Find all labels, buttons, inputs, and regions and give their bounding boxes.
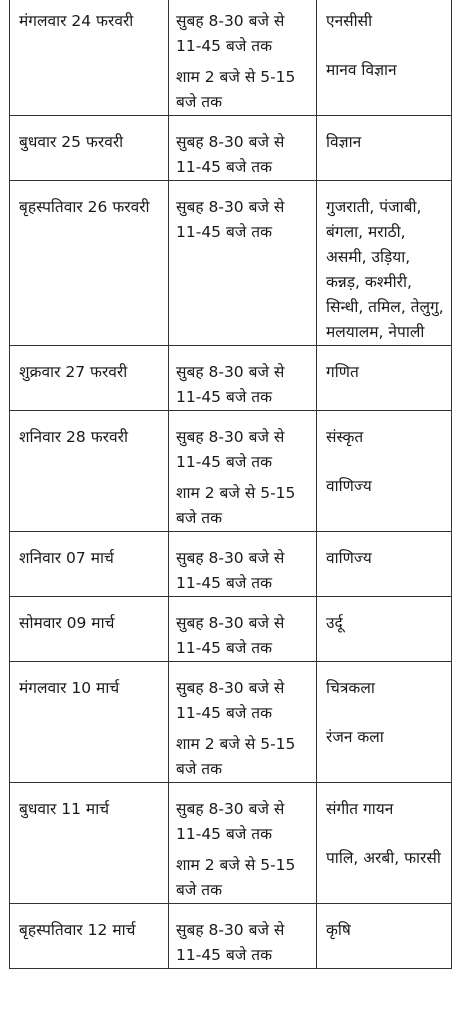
schedule-row (10, 411, 452, 532)
time-slot: सुबह 8-30 बजे से 11-45 बजे तक (176, 12, 285, 55)
subject-name: गणित (326, 363, 359, 381)
subject-name: चित्रकला (326, 679, 375, 697)
time-cell (169, 783, 317, 904)
time-cell (169, 346, 317, 411)
time-slot: शाम 2 बजे से 5-15 बजे तक (176, 484, 296, 527)
subject-cell (317, 116, 452, 181)
date-cell: शनिवार 28 फरवरी (10, 411, 169, 532)
subject-cell (317, 346, 452, 411)
time-cell (169, 181, 317, 346)
time-slot: सुबह 8-30 बजे से 11-45 बजे तक (176, 679, 285, 722)
subject-cell (317, 0, 452, 116)
subject-cell (317, 597, 452, 662)
time-slot: सुबह 8-30 बजे से 11-45 बजे तक (176, 614, 285, 657)
time-slot: सुबह 8-30 बजे से 11-45 बजे तक (176, 549, 285, 592)
date-cell: शुक्रवार 27 फरवरी (10, 346, 169, 411)
time-slot: शाम 2 बजे से 5-15 बजे तक (176, 856, 296, 899)
time-slot: सुबह 8-30 बजे से 11-45 बजे तक (176, 800, 285, 843)
subject-name: संगीत गायन (326, 800, 394, 818)
subject-name: मानव विज्ञान (326, 61, 397, 79)
schedule-row (10, 662, 452, 783)
subject-cell (317, 783, 452, 904)
time-slot: सुबह 8-30 बजे से 11-45 बजे तक (176, 363, 285, 406)
schedule-row (10, 783, 452, 904)
subject-cell (317, 181, 452, 346)
subject-name: एनसीसी (326, 12, 373, 30)
time-slot: सुबह 8-30 बजे से 11-45 बजे तक (176, 133, 285, 176)
time-slot: सुबह 8-30 बजे से 11-45 बजे तक (176, 921, 285, 964)
schedule-row (10, 181, 452, 346)
schedule-row (10, 597, 452, 662)
schedule-body (10, 0, 452, 969)
date-cell: बुधवार 25 फरवरी (10, 116, 169, 181)
subject-name: उर्दू (326, 614, 343, 632)
subject-cell (317, 904, 452, 969)
time-cell (169, 532, 317, 597)
time-cell (169, 0, 317, 116)
date-cell: बुधवार 11 मार्च (10, 783, 169, 904)
time-cell (169, 597, 317, 662)
schedule-row (10, 904, 452, 969)
schedule-row (10, 0, 452, 116)
subject-name: संस्कृत (326, 428, 364, 446)
subject-name: वाणिज्य (326, 477, 372, 495)
time-slot: सुबह 8-30 बजे से 11-45 बजे तक (176, 198, 285, 241)
date-cell: बृहस्पतिवार 26 फरवरी (10, 181, 169, 346)
subject-name: वाणिज्य (326, 549, 372, 567)
subject-name: पालि, अरबी, फारसी (326, 849, 441, 867)
date-cell: मंगलवार 24 फरवरी (10, 0, 169, 116)
subject-cell (317, 532, 452, 597)
time-cell (169, 116, 317, 181)
exam-schedule-table (9, 0, 452, 969)
date-cell: मंगलवार 10 मार्च (10, 662, 169, 783)
date-cell: बृहस्पतिवार 12 मार्च (10, 904, 169, 969)
schedule-row (10, 346, 452, 411)
time-slot: सुबह 8-30 बजे से 11-45 बजे तक (176, 428, 285, 471)
subject-name: विज्ञान (326, 133, 362, 151)
time-cell (169, 904, 317, 969)
time-slot: शाम 2 बजे से 5-15 बजे तक (176, 68, 296, 111)
date-cell: शनिवार 07 मार्च (10, 532, 169, 597)
schedule-row (10, 116, 452, 181)
time-cell (169, 662, 317, 783)
time-cell (169, 411, 317, 532)
date-cell: सोमवार 09 मार्च (10, 597, 169, 662)
subject-cell (317, 411, 452, 532)
subject-name: रंजन कला (326, 728, 384, 746)
schedule-row (10, 532, 452, 597)
subject-cell (317, 662, 452, 783)
subject-name: कृषि (326, 921, 351, 939)
time-slot: शाम 2 बजे से 5-15 बजे तक (176, 735, 296, 778)
subject-name: गुजराती, पंजाबी, बंगला, मराठी, असमी, उड़िया, कन्नड़, कश्मीरी, सिन्धी, तमिल, तेलुगु, मलयालम, नेपाली (326, 198, 444, 341)
